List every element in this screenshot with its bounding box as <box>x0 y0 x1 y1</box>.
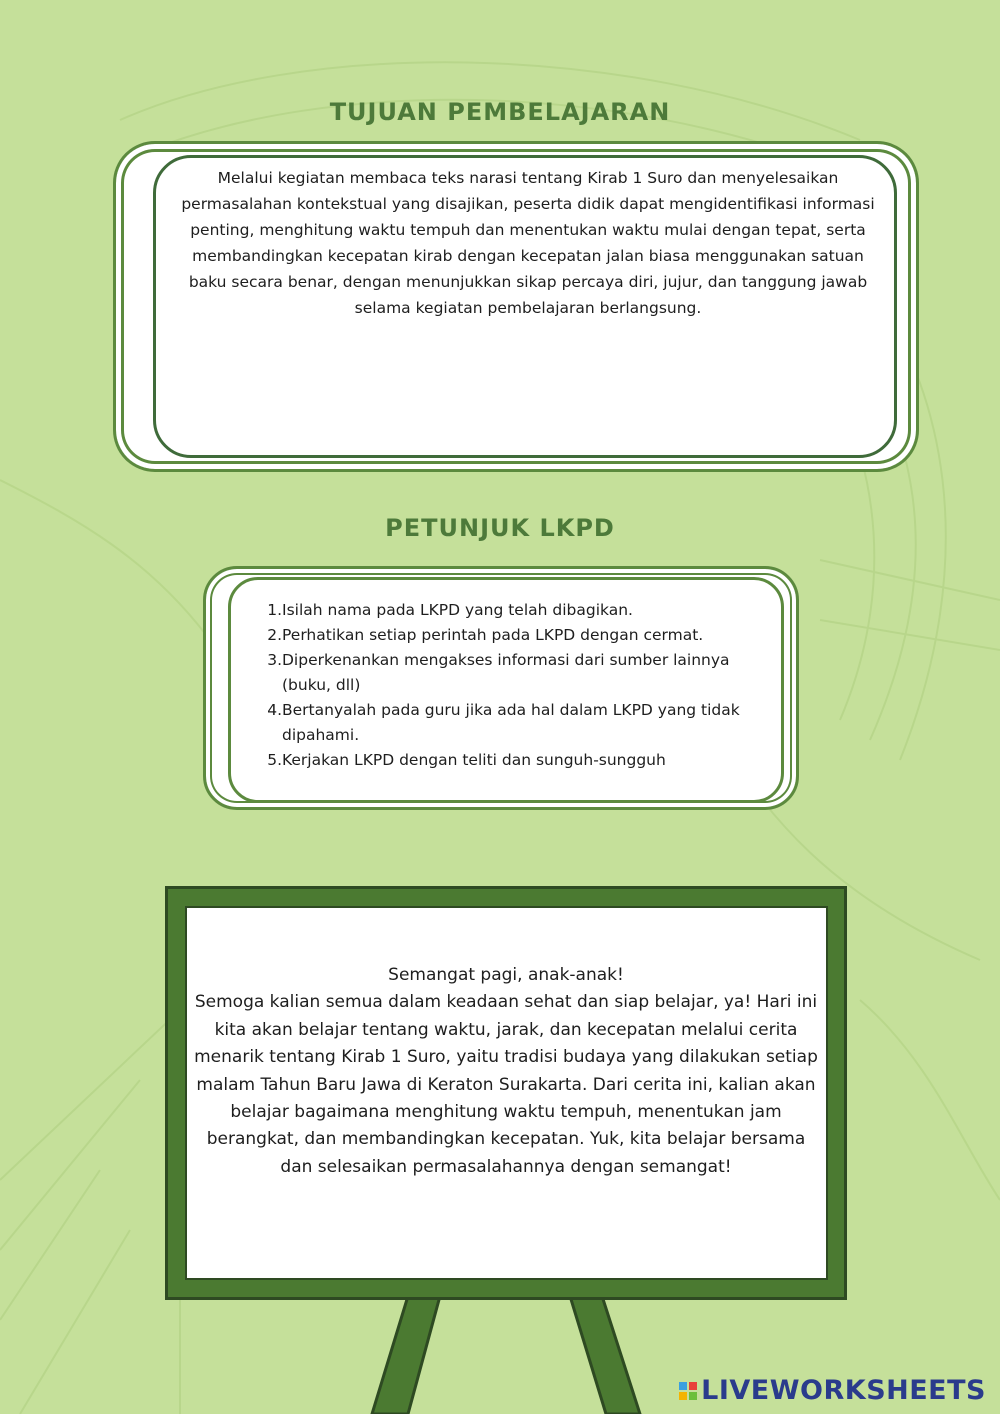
board-body: Semoga kalian semua dalam keadaan sehat dan siap belajar, ya! Hari ini kita akan belajar tentang waktu, jarak, dan kecepatan melalui cerita menarik tentang Kirab 1 Suro, yaitu tradisi budaya yang dilakukan setiap malam Tahun Baru Jawa di Keraton Surakarta. Dari cerita ini, kalian akan belajar bagaimana menghitung waktu tempuh, menentukan jam berangkat, dan membandingkan kecepatan. Yuk, kita belajar bersama dan selesaikan permasalahannya dengan semangat! <box>194 992 818 1177</box>
watermark-text: LIVEWORKSHEETS <box>701 1375 986 1406</box>
board-greeting: Semangat pagi, anak-anak! <box>388 965 624 985</box>
petunjuk-heading: PETUNJUK LKPD <box>385 514 615 542</box>
tujuan-text: Melalui kegiatan membaca teks narasi tentang Kirab 1 Suro dan menyelesaikan permasalahan kontekstual yang disajikan, peserta didik dapat mengidentifikasi informasi penting, menghitung waktu tempuh dan menentukan waktu mulai dengan tepat, serta membandingkan kecepatan kirab dengan kecepatan jalan biasa menggunakan satuan baku secara benar, dengan menunjukkan sikap percaya diri, jujur, dan tanggung jawab selama kegiatan pembelajaran berlangsung. <box>181 169 875 317</box>
liveworksheets-watermark <box>679 1375 986 1406</box>
tujuan-heading: TUJUAN PEMBELAJARAN <box>329 98 671 126</box>
petunjuk-item: 1. Isilah nama pada LKPD yang telah dibagikan. <box>267 601 633 619</box>
board-text <box>190 962 822 1181</box>
petunjuk-item: 2. Perhatikan setiap perintah pada LKPD dengan cermat. <box>267 626 704 644</box>
liveworksheets-logo-icon <box>679 1382 697 1400</box>
petunjuk-item: 4. Bertanyalah pada guru jika ada hal dalam LKPD yang tidak dipahami. <box>267 701 740 744</box>
petunjuk-item: 5. Kerjakan LKPD dengan teliti dan sunguh-sungguh <box>267 751 666 769</box>
petunjuk-item: 3. Diperkenankan mengakses informasi dari sumber lainnya (buku, dll) <box>267 651 730 694</box>
